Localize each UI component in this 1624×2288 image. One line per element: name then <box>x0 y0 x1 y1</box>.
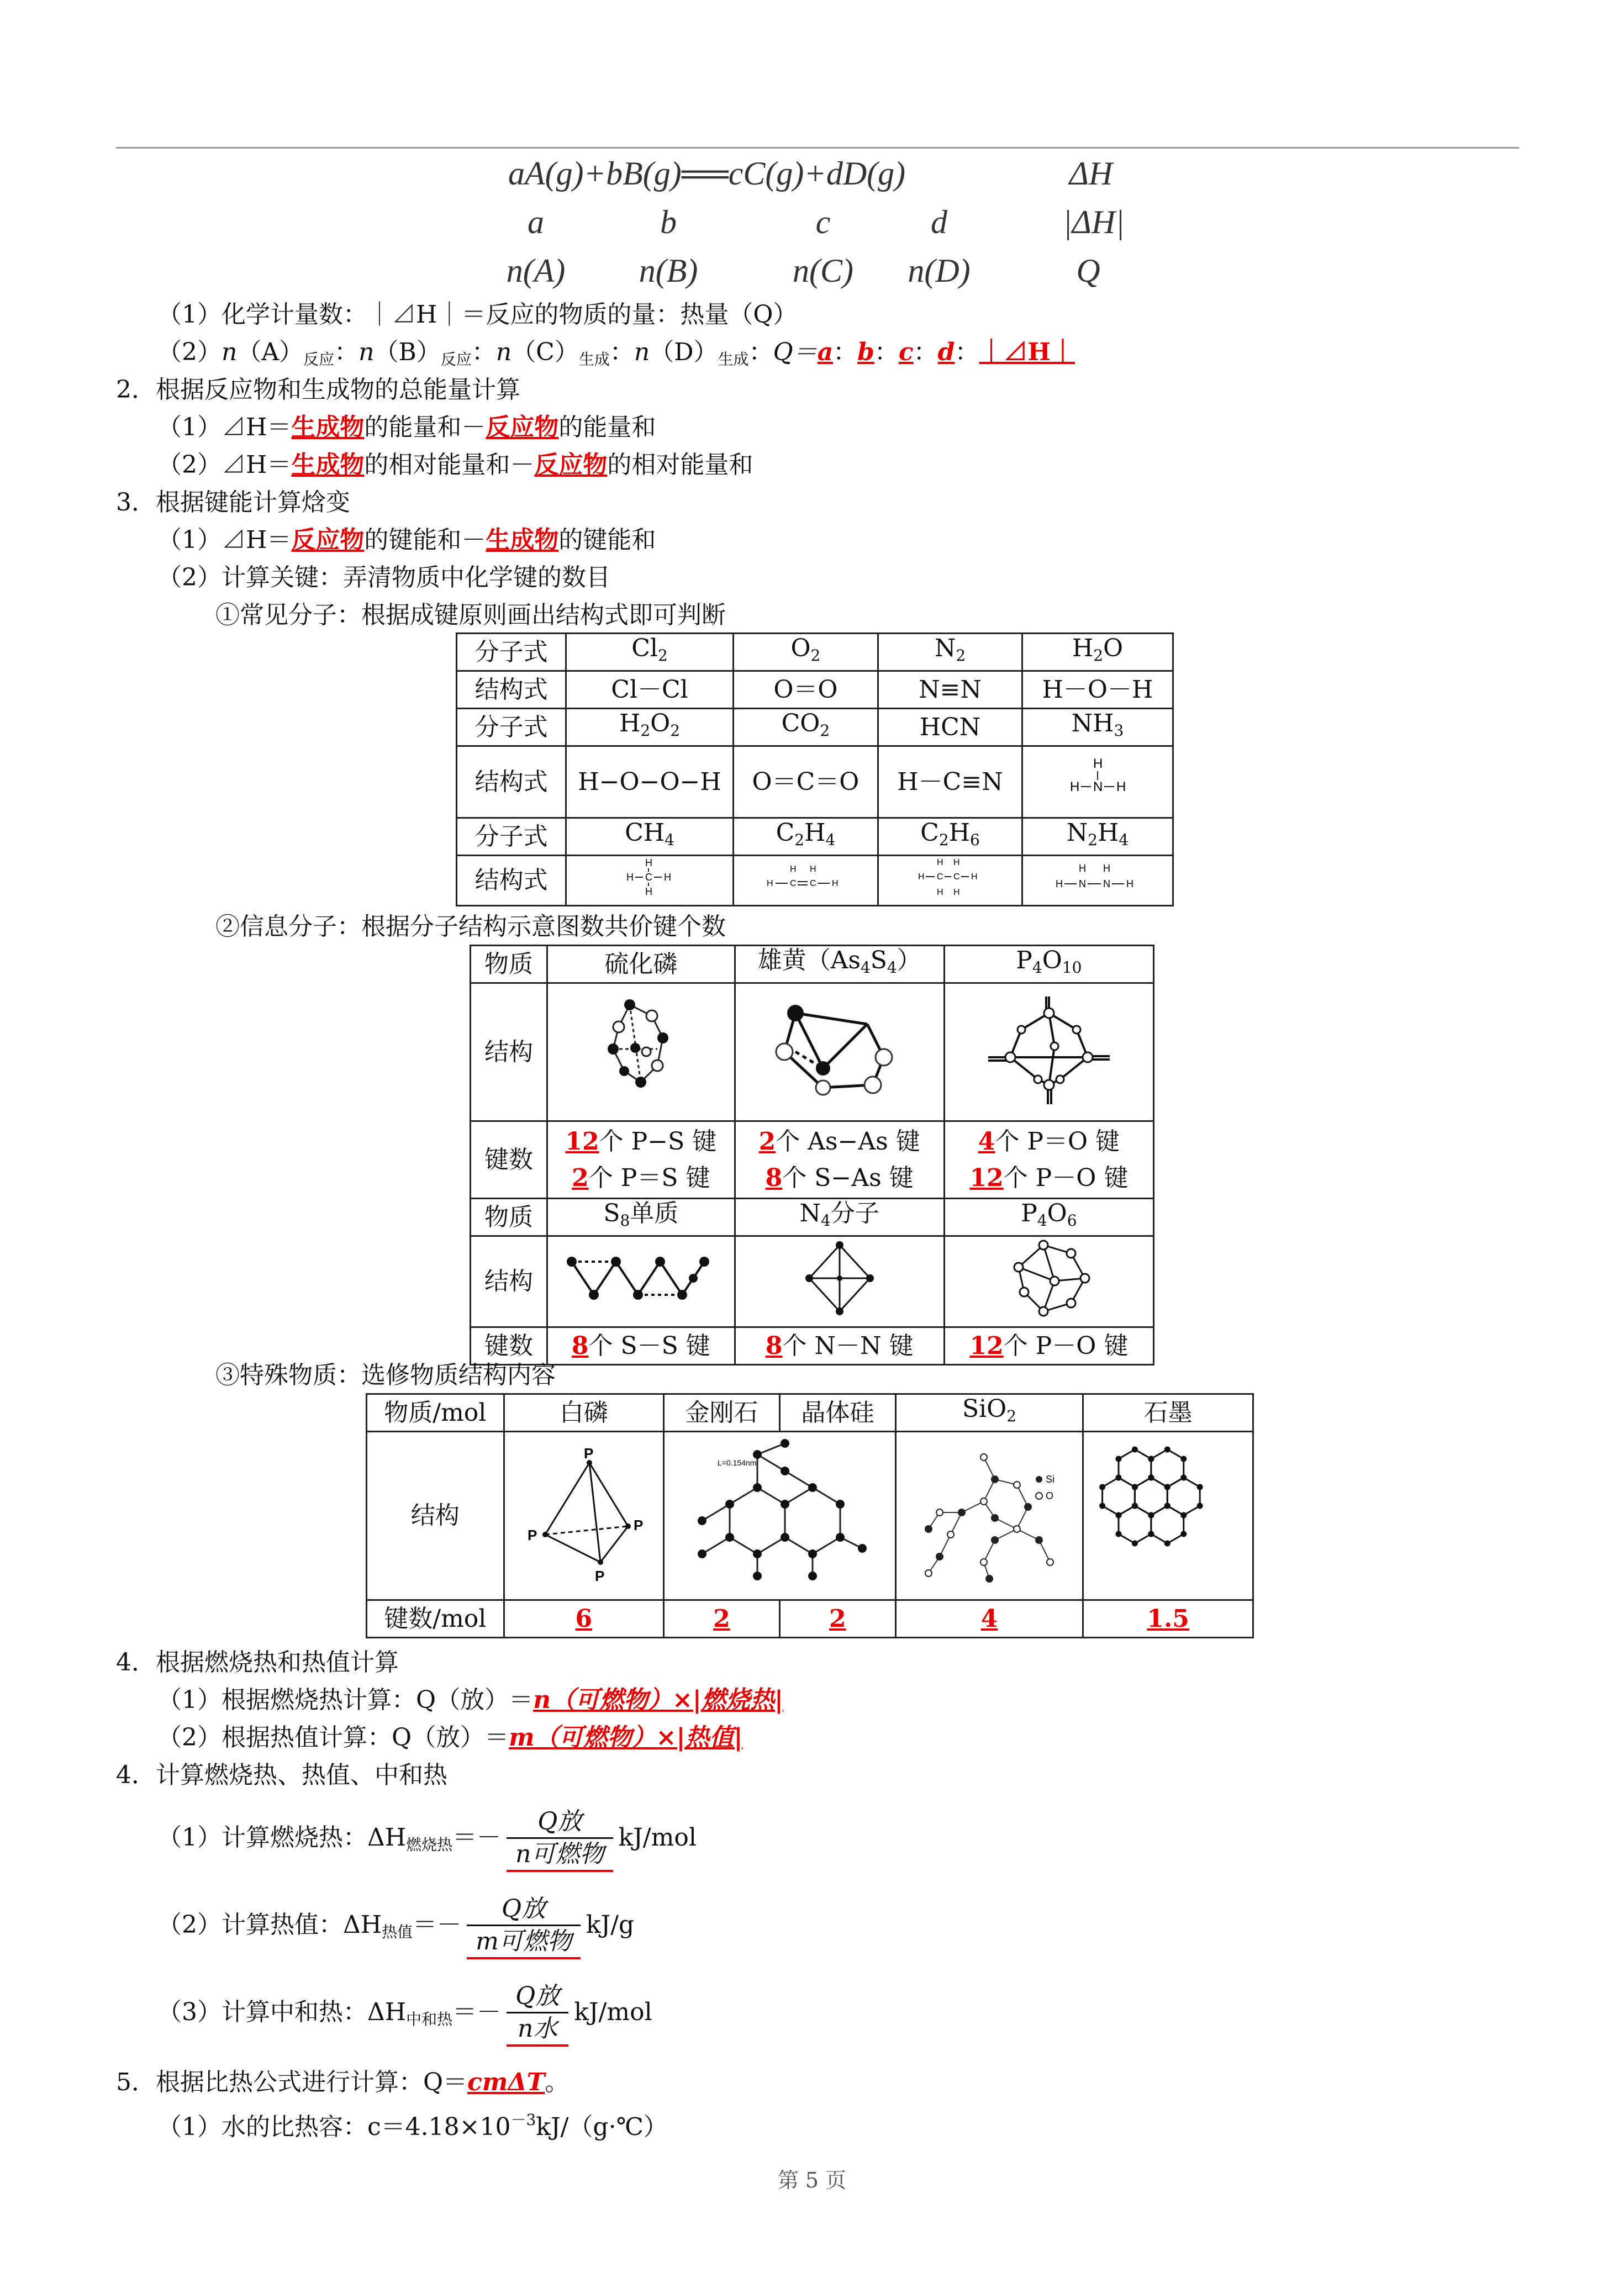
table-row <box>471 1327 1154 1365</box>
table-cell: 石墨 <box>1083 1394 1253 1432</box>
p4o10-drawing <box>966 985 1132 1113</box>
diamond-silicon-structure <box>664 1432 896 1600</box>
realgar-header: 雄黄$(As_4S_4)$ <box>735 946 944 983</box>
svg-text:C: C <box>953 872 960 882</box>
table-row <box>457 746 1173 818</box>
bond-mol-graphite: 1.5 <box>1083 1600 1253 1638</box>
table-cell: 白磷 <box>504 1394 663 1432</box>
table-cell: H－O－H <box>1022 671 1173 709</box>
svg-text:H: H <box>1126 878 1133 889</box>
c2h4-structure-drawing <box>761 861 850 894</box>
formula-c2h6: $C_2H_6$ <box>878 818 1022 856</box>
ratio-line-2: $(2)n(A)_{反应}$：$n(B)_{反应}$：$n(C)_{生成}$：$n(D)_{生成}$：Q＝a：b：c：d：｜⊿H｜ <box>157 338 1075 368</box>
fraction: $\frac{\text{Q放}}{\text{n可燃物}}$ <box>507 1806 613 1872</box>
n4-header: $N_4$分子 <box>735 1199 944 1236</box>
nh3-structure-drawing <box>1059 751 1136 806</box>
table-row <box>471 983 1154 1121</box>
table-row <box>471 1236 1154 1327</box>
table-cell: N≡N <box>878 671 1022 709</box>
table-cell: HCN <box>878 709 1022 746</box>
table-cell: 键数 <box>471 1327 547 1365</box>
sio2-structure <box>895 1432 1083 1600</box>
eq-row3-nc: n(C) <box>793 252 853 289</box>
table-cell: H－C≡N <box>878 746 1022 818</box>
table-row <box>367 1600 1253 1638</box>
graphite-atom <box>1116 1513 1121 1517</box>
svg-text:P: P <box>633 1517 644 1533</box>
table-cell: H−O−O−H <box>566 746 734 818</box>
svg-text:H: H <box>1078 863 1086 874</box>
table-row <box>457 818 1173 856</box>
ch4-structure <box>566 856 734 906</box>
svg-text:H: H <box>918 872 925 882</box>
table-cell: 结构 <box>367 1432 504 1600</box>
bond-mol-sio2: 4 <box>895 1600 1083 1638</box>
graphite-atom <box>1181 1532 1185 1536</box>
table-cell: 物质 <box>471 1199 547 1236</box>
section-3-heading: 3．根据键能计算焓变 <box>116 488 350 516</box>
svg-text:H: H <box>664 872 672 883</box>
formula-nh3: $NH_3$ <box>1022 709 1173 746</box>
svg-text:C: C <box>645 872 653 883</box>
c2h4-structure <box>733 856 878 906</box>
info-molecules-table <box>470 945 1154 1366</box>
section-4a-item-1: （1）根据燃烧热计算：Q（放）＝n（可燃物）×|燃烧热| <box>157 1686 783 1714</box>
graphite-atom <box>1165 1485 1169 1489</box>
graphite-atom <box>1198 1504 1202 1508</box>
table-cell: O＝C＝O <box>733 746 878 818</box>
svg-text:Si: Si <box>1046 1474 1055 1485</box>
table-row <box>457 671 1173 709</box>
special-substances-label: ③特殊物质：选修物质结构内容 <box>215 1361 556 1389</box>
diamond-lattice-drawing <box>669 1432 890 1593</box>
graphite-atom <box>1149 1532 1153 1536</box>
table-cell: 结构 <box>471 983 547 1121</box>
bond-mol-diamond: 2 <box>664 1600 780 1638</box>
graphite-atom <box>1165 1504 1169 1508</box>
table-cell: Cl－Cl <box>566 671 734 709</box>
graphite-atom <box>1132 1541 1137 1546</box>
special-substances-table <box>366 1393 1254 1638</box>
eq-row2-a: a <box>528 204 544 240</box>
s8-drawing <box>561 1245 721 1311</box>
graphite-atom <box>1165 1447 1169 1452</box>
formula-ch4: $CH_4$ <box>566 818 734 856</box>
bond-count-phosphorus-sulfide: 12个 P−S 键 2个 P＝S 键 <box>547 1121 735 1199</box>
realgar-drawing <box>757 991 922 1107</box>
s8-header: $S_8$单质 <box>547 1199 735 1236</box>
formula-n2: $N_2$ <box>878 634 1022 671</box>
svg-text:H: H <box>971 872 978 882</box>
table-cell: 分子式 <box>457 634 566 671</box>
sio2-header: SiO$_2$ <box>895 1394 1083 1432</box>
eq-row1-dh: ΔH <box>1069 155 1113 192</box>
graphite-atom <box>1100 1504 1104 1508</box>
svg-text:C: C <box>810 879 816 888</box>
heat-of-neutralization-formula: （3）计算中和热：$\Delta H_{中和热}=-$ $\frac{\text{Q放}}{\text{n水}}$ kJ/mol <box>157 1976 652 2055</box>
eq-row2-b: b <box>660 204 677 240</box>
fraction: $\frac{\text{Q放}}{\text{m可燃物}}$ <box>467 1894 581 1959</box>
common-molecules-label: ①常见分子：根据成键原则画出结构式即可判断 <box>215 601 726 629</box>
graphite-structure <box>1083 1432 1253 1600</box>
svg-text:N: N <box>1093 779 1103 794</box>
p4o6-structure <box>944 1236 1153 1327</box>
p4o6-header: $P_4O_6$ <box>944 1199 1153 1236</box>
svg-text:N: N <box>1078 878 1086 889</box>
reaction-equation <box>497 155 1160 304</box>
c2h6-structure <box>878 856 1022 906</box>
svg-text:H: H <box>953 888 960 897</box>
eq-row3-nb: n(B) <box>639 252 698 289</box>
realgar-structure <box>735 983 944 1121</box>
graphite-atom <box>1132 1447 1137 1452</box>
svg-text:L=0.154nm: L=0.154nm <box>718 1458 757 1467</box>
section-4b-heading: 4．计算燃烧热、热值、中和热 <box>116 1761 447 1789</box>
eq-row2-d: d <box>931 204 947 240</box>
table-row <box>367 1432 1253 1600</box>
svg-text:P: P <box>583 1445 594 1462</box>
svg-text:N: N <box>1103 878 1110 889</box>
table-cell: 结构式 <box>457 856 566 906</box>
graphite-atom <box>1181 1475 1185 1480</box>
section-3-item-1: （1）⊿H＝反应物的键能和－生成物的键能和 <box>157 526 656 554</box>
table-cell: 结构 <box>471 1236 547 1327</box>
table-cell: 晶体硅 <box>779 1394 895 1432</box>
bond-count-p4o10: 4个 P＝O 键 12个 P－O 键 <box>944 1121 1153 1199</box>
svg-text:H: H <box>790 864 797 874</box>
graphite-atom <box>1198 1485 1202 1489</box>
graphite-atom <box>1116 1457 1121 1461</box>
s8-structure <box>547 1236 735 1327</box>
table-cell: 结构式 <box>457 746 566 818</box>
bond-count-p4o6: 12个 P－O 键 <box>944 1327 1153 1365</box>
fraction: $\frac{\text{Q放}}{\text{n水}}$ <box>507 1981 568 2047</box>
sio2-drawing <box>906 1435 1072 1590</box>
eq-row3-nd: n(D) <box>908 252 971 289</box>
white-phosphorus-structure <box>504 1432 663 1600</box>
formula-h2o: $H_2O$ <box>1022 634 1173 671</box>
graphite-drawing <box>1091 1438 1246 1587</box>
graphite-atom <box>1165 1541 1169 1546</box>
svg-text:H: H <box>767 879 773 888</box>
svg-text:H: H <box>1103 863 1110 874</box>
ratio-line-1: （1）化学计量数：｜⊿H｜＝反应的物质的量：热量（Q） <box>157 301 798 329</box>
p4o6-drawing <box>994 1237 1104 1320</box>
table-cell: 物质 <box>471 946 547 983</box>
table-row <box>471 1121 1154 1199</box>
section-5-heading: 5．根据比热公式进行计算：Q＝cmΔT。 <box>116 2068 570 2096</box>
table-cell: 键数 <box>471 1121 547 1199</box>
page-number: 第 5 页 <box>777 2168 847 2192</box>
table-cell: 金刚石 <box>664 1394 780 1432</box>
svg-text:H: H <box>832 879 839 888</box>
formula-o2: $O_2$ <box>733 634 878 671</box>
phosphorus-sulfide-structure <box>547 983 735 1121</box>
graphite-atom <box>1149 1513 1153 1517</box>
svg-text:C: C <box>937 872 943 882</box>
phosphorus-sulfide-drawing <box>580 988 702 1110</box>
svg-text:H: H <box>645 886 653 897</box>
table-cell: 硫化磷 <box>547 946 735 983</box>
svg-text:P: P <box>527 1527 537 1543</box>
n2h4-structure <box>1022 856 1173 906</box>
table-row <box>471 946 1154 983</box>
formula-c2h4: $C_2H_4$ <box>733 818 878 856</box>
n2h4-structure-drawing <box>1048 861 1147 894</box>
graphite-atom <box>1149 1475 1153 1480</box>
eq-row3-na: n(A) <box>506 252 566 289</box>
section-2-heading: 2．根据反应物和生成物的总能量计算 <box>116 376 520 404</box>
eq-row1-reaction: aA(g)+bB(g)══cC(g)+dD(g) <box>508 155 906 192</box>
n4-structure <box>735 1236 944 1327</box>
svg-text:H: H <box>1069 779 1080 794</box>
formula-n2h4: $N_2H_4$ <box>1022 818 1173 856</box>
graphite-atom <box>1100 1485 1104 1489</box>
section-2-item-1: （1）⊿H＝生成物的能量和－反应物的能量和 <box>157 413 656 441</box>
table-cell: 物质/mol <box>367 1394 504 1432</box>
table-row <box>471 1199 1154 1236</box>
graphite-hexagon <box>1151 1506 1184 1543</box>
graphite-atom <box>1149 1457 1153 1461</box>
graphite-atom <box>1181 1457 1185 1461</box>
common-molecules-table <box>456 632 1174 906</box>
bond-mol-silicon: 2 <box>779 1600 895 1638</box>
specific-heat-water: （1）水的比热容：$c=4.18\times 10^{-3}kJ/(g\cdot℃)$ <box>157 2111 668 2141</box>
p4o10-header: $P_4O_{10}$ <box>944 946 1153 983</box>
formula-cl2: $Cl_2$ <box>566 634 734 671</box>
svg-text:H: H <box>937 858 943 867</box>
white-phosphorus-drawing <box>518 1441 650 1584</box>
table-row <box>457 634 1173 671</box>
bond-count-s8: 8个 S－S 键 <box>547 1327 735 1365</box>
eq-row2-c: c <box>815 204 831 240</box>
section-4a-item-2: （2）根据热值计算：Q（放）＝m（可燃物）×|热值| <box>157 1723 743 1752</box>
graphite-hexagon <box>1119 1506 1151 1543</box>
svg-text:O: O <box>1046 1490 1054 1501</box>
graphite-atom <box>1181 1513 1185 1517</box>
heat-value-formula: （2）计算热值：$\Delta H_{热值}=-$ $\frac{\text{Q放}}{\text{m可燃物}}$ kJ/g <box>157 1889 634 1968</box>
formula-co2: $CO_2$ <box>733 709 878 746</box>
svg-text:H: H <box>810 864 816 874</box>
svg-text:H: H <box>1055 878 1063 889</box>
table-row <box>367 1394 1253 1432</box>
table-cell: 结构式 <box>457 671 566 709</box>
bond-count-n4: 8个 N－N 键 <box>735 1327 944 1365</box>
c2h6-structure-drawing <box>911 856 989 898</box>
nh3-structure <box>1022 746 1173 818</box>
p4o10-structure <box>944 983 1153 1121</box>
table-row <box>457 856 1173 906</box>
svg-text:H: H <box>953 858 960 867</box>
svg-text:C: C <box>790 879 797 888</box>
table-cell: O＝O <box>733 671 878 709</box>
table-row <box>457 709 1173 746</box>
ch4-structure-drawing <box>616 856 683 898</box>
graphite-atom <box>1132 1485 1137 1489</box>
svg-text:H: H <box>1116 779 1126 794</box>
section-3-item-2: （2）计算关键：弄清物质中化学键的数目 <box>157 563 610 592</box>
svg-text:H: H <box>1093 756 1103 771</box>
section-4a-heading: 4．根据燃烧热和热值计算 <box>116 1648 399 1677</box>
table-cell: 键数/mol <box>367 1600 504 1638</box>
info-molecules-label: ②信息分子：根据分子结构示意图数共价键个数 <box>215 913 726 941</box>
table-cell: 分子式 <box>457 709 566 746</box>
top-rule <box>116 147 1519 149</box>
eq-row2-abs-dh: |ΔH| <box>1063 204 1125 240</box>
graphite-atom <box>1116 1532 1121 1536</box>
n4-drawing <box>798 1240 881 1317</box>
svg-text:P: P <box>594 1568 605 1584</box>
eq-row3-q: Q <box>1076 252 1100 289</box>
svg-text:H: H <box>937 888 943 897</box>
heat-of-combustion-formula: （1）计算燃烧热：$\Delta H_{燃烧热}=-$ $\frac{\text{Q放}}{\text{n可燃物}}$ kJ/mol <box>157 1802 697 1881</box>
formula-h2o2: $H_2O_2$ <box>566 709 734 746</box>
section-2-item-2: （2）⊿H＝生成物的相对能量和－反应物的相对能量和 <box>157 451 753 479</box>
bond-count-realgar: 2个 As−As 键 8个 S−As 键 <box>735 1121 944 1199</box>
svg-text:H: H <box>626 872 634 883</box>
graphite-atom <box>1116 1475 1121 1480</box>
table-cell: 分子式 <box>457 818 566 856</box>
svg-text:H: H <box>645 857 653 868</box>
bond-mol-white-phosphorus: 6 <box>504 1600 663 1638</box>
graphite-atom <box>1132 1504 1137 1508</box>
